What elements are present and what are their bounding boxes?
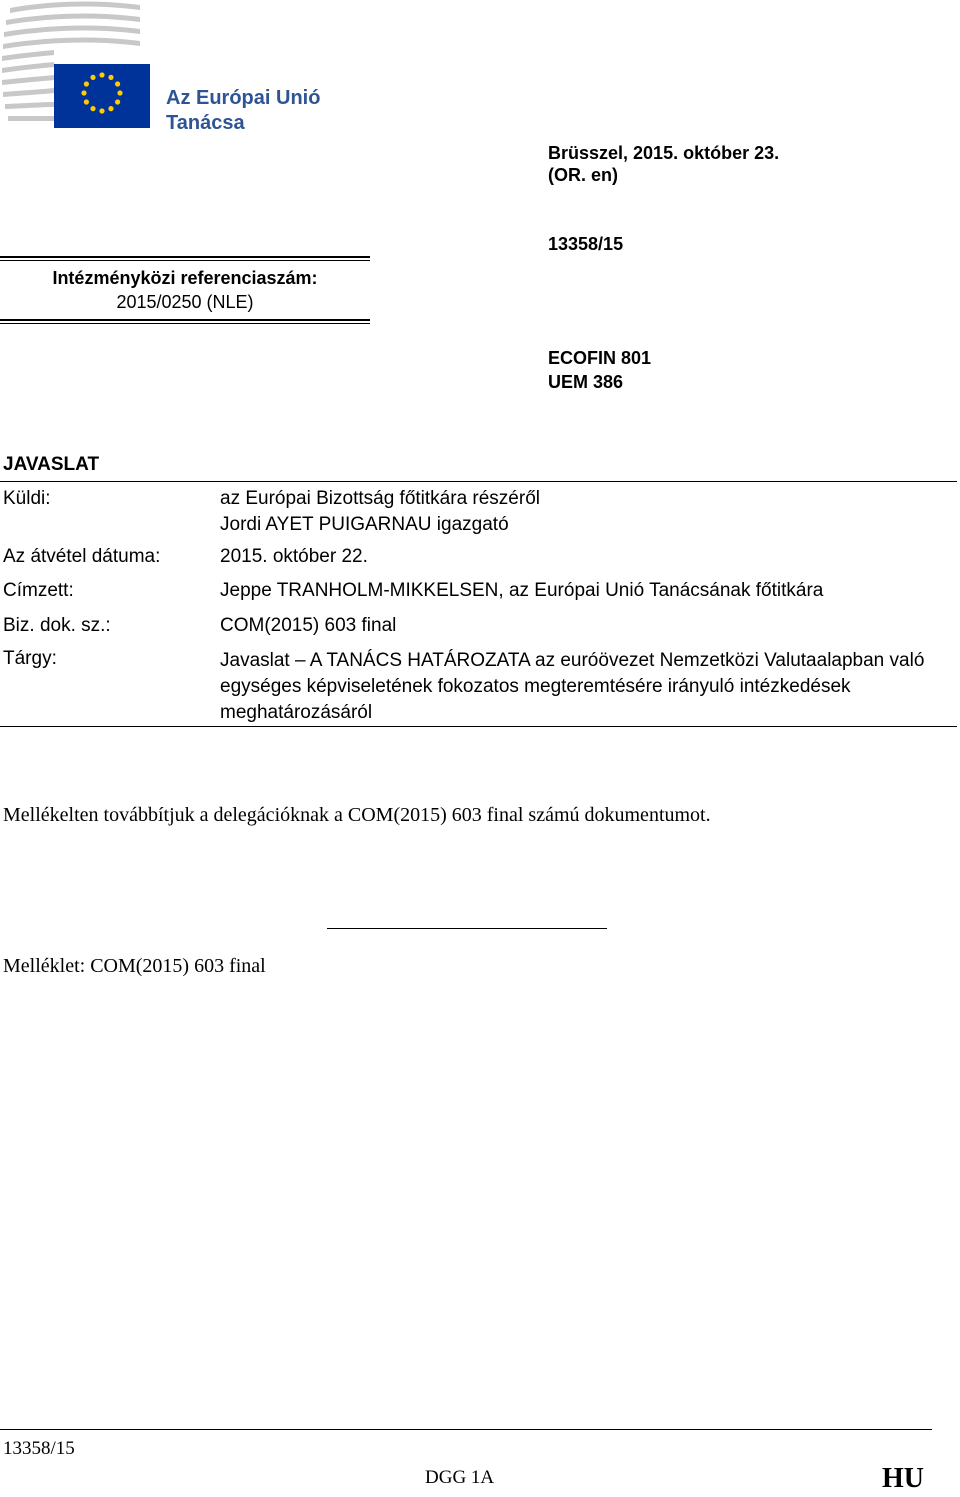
attachment-line: Melléklet: COM(2015) 603 final: [3, 955, 266, 977]
body-text: Mellékelten továbbítjuk a delegációknak a COM(2015) 603 final számú dokumentumot.: [3, 804, 711, 826]
organization-name: [166, 86, 320, 136]
interinst-value: 2015/0250 (NLE): [116, 292, 254, 312]
footer-language: HU: [882, 1463, 924, 1494]
document-type: JAVASLAT: [3, 454, 100, 475]
footer-rule: [0, 1429, 932, 1430]
date-value: 2015. október 22.: [220, 546, 368, 567]
subject-value: Javaslat – A TANÁCS HATÁROZATA az euróövezet Nemzetközi Valutaalapban való egységes képviseletének fokozatos megteremtésére irányuló intézkedések meghatározásáról: [220, 650, 925, 723]
doc-code-ecofin: ECOFIN 801: [548, 348, 652, 368]
table-top-rule: [0, 481, 957, 482]
from-label: Küldi:: [3, 488, 51, 509]
from-line2: Jordi AYET PUIGARNAU igazgató: [220, 514, 509, 535]
from-line1: az Európai Bizottság főtitkára részéről: [220, 488, 540, 509]
to-label: Címzett:: [3, 580, 74, 601]
council-building-icon: [0, 0, 160, 135]
table-bottom-rule: [0, 726, 957, 727]
place-date: Brüsszel, 2015. október 23.: [548, 143, 780, 163]
org-name-line1: Az Európai Unió: [166, 87, 321, 109]
footer-doc-number: 13358/15: [3, 1438, 75, 1459]
council-logo: [0, 0, 160, 135]
original-language: (OR. en): [548, 165, 618, 185]
subject-label: Tárgy:: [3, 648, 57, 669]
interinst-bottom-rule: [0, 319, 370, 324]
ref-label: Biz. dok. sz.:: [3, 615, 111, 636]
footer-department: DGG 1A: [425, 1467, 495, 1488]
interinst-top-rule: [0, 256, 370, 261]
doc-code-uem: UEM 386: [548, 372, 624, 392]
date-label: Az átvétel dátuma:: [3, 546, 161, 567]
org-name-line2: Tanácsa: [166, 112, 245, 134]
interinst-label: Intézményközi referenciaszám:: [52, 268, 318, 288]
separator-line: [327, 928, 607, 929]
document-number: 13358/15: [548, 234, 624, 254]
to-value: Jeppe TRANHOLM-MIKKELSEN, az Európai Unió Tanácsának főtitkára: [220, 580, 824, 601]
ref-value: COM(2015) 603 final: [220, 615, 397, 636]
